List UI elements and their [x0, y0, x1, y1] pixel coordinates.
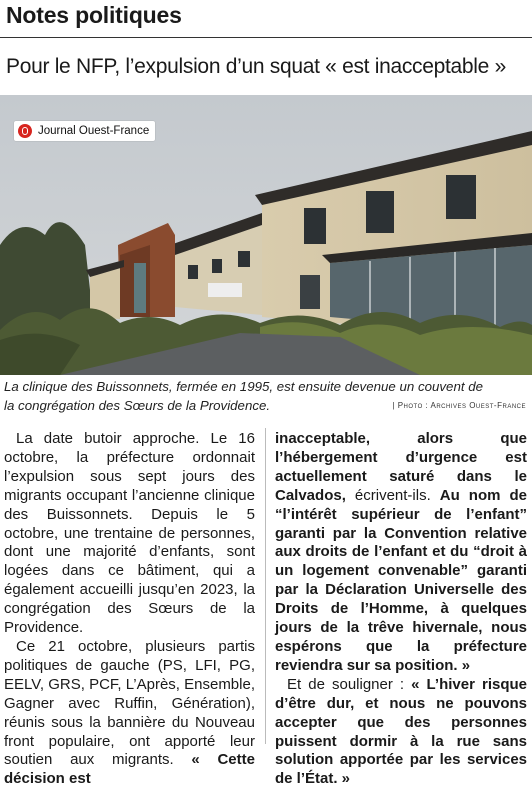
paragraph-2-text: Ce 21 octobre, plusieurs partis politiques de gauche (PS, LFI, PG, EELV, GRS, PCF, L’Après, Ensemble, Gagner avec Ruffin, Génération), réunis sous la bannière du Nouveau front populaire, ont apporté leur soutien aux migrants. [4, 637, 255, 769]
article-column-1 [4, 430, 255, 789]
quote-body: Au nom de “l’intérêt supérieur de l’enfant” garanti par la Convention relative aux droits de l’enfant et du “droit à un logement convenable” garanti par la Déclaration Universelle des Droits de l’Homme, à quelques jours de la trêve hivernale, nous espérons que la préfecture reviendra sur sa position. » [275, 486, 527, 674]
article-column-2 [275, 430, 527, 789]
paragraph-2 [4, 638, 255, 789]
rubric-divider [0, 37, 532, 38]
ouest-france-logo-icon [18, 124, 32, 138]
article-headline: Pour le NFP, l’expulsion d’un squat « est inacceptable » [6, 55, 506, 78]
attribution-text: écrivent-ils. [345, 486, 440, 504]
source-badge-label: Journal Ouest-France [38, 125, 150, 137]
column-divider [265, 428, 266, 744]
paragraph-3 [275, 430, 527, 676]
paragraph-4 [275, 676, 527, 789]
quote-continued: inacceptable, alors que l’hébergement d’urgence est actuellement saturé dans le Calvados, [275, 430, 527, 504]
quote-start: « Cette décision est [4, 751, 255, 788]
caption-line-1: La clinique des Buissonnets, fermée en 1995, est ensuite devenue un couvent de [4, 379, 484, 394]
photo-credit: | Photo : Archives Ouest-France [392, 401, 526, 410]
source-badge [14, 121, 155, 141]
caption-line-2: la congrégation des Sœurs de la Providence. [4, 398, 271, 413]
section-rubric: Notes politiques [6, 2, 182, 28]
paragraph-4-text: Et de souligner : [287, 675, 412, 693]
closing-quote: « L’hiver risque d’être dur, et nous ne pouvons accepter que des personnes puissent dormir à la rue sans solution apportée par les services de l’État. » [275, 675, 527, 788]
paragraph-1: La date butoir approche. Le 16 octobre, la préfecture ordonnait l’expulsion sous sept jours des migrants occupant l’ancienne clinique des Buissonnets. Depuis le 5 octobre, une trentaine de personnes, dont une majorité d’enfants, sont logées dans ce bâtiment, qui a également accueilli jusqu’en 2023, la congrégation des Sœurs de la Providence. [4, 430, 255, 637]
